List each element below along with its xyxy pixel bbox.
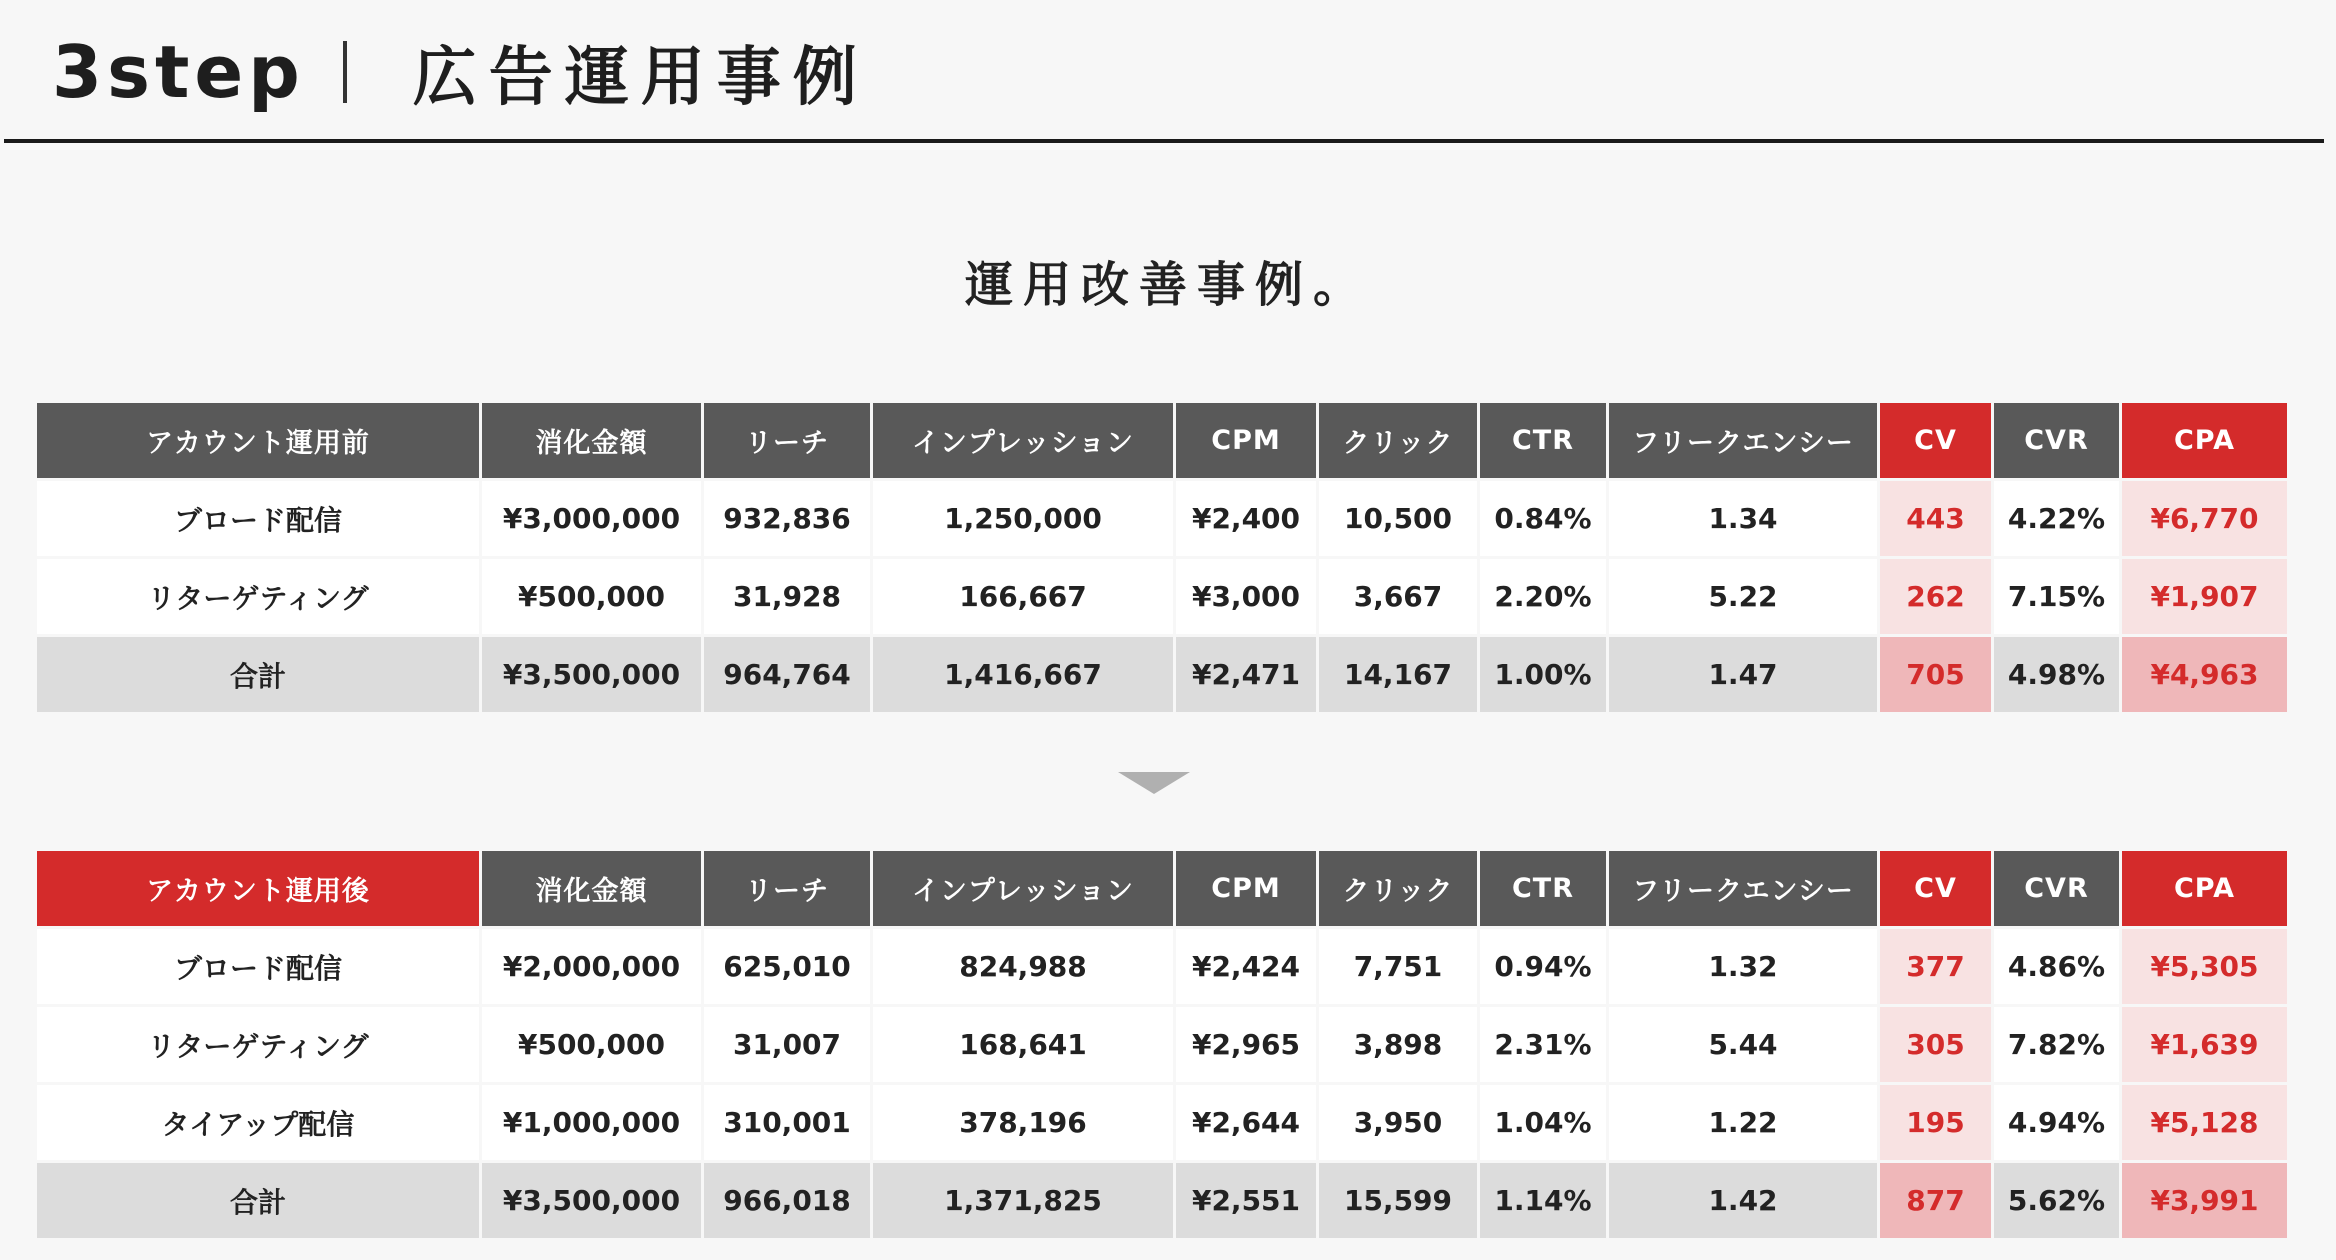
column-header-frequency: フリークエンシー xyxy=(1609,851,1877,926)
cell-impressions: 378,196 xyxy=(873,1085,1173,1160)
down-triangle-icon xyxy=(1118,772,1190,794)
column-header-cpm: CPM xyxy=(1176,403,1316,478)
table-row xyxy=(37,1085,2287,1160)
cell-reach: 964,764 xyxy=(704,637,870,712)
cell-cvr: 4.22% xyxy=(1994,481,2119,556)
cell-cv: 305 xyxy=(1880,1007,1991,1082)
cell-frequency: 1.32 xyxy=(1609,929,1877,1004)
cell-cpm: ¥2,965 xyxy=(1176,1007,1316,1082)
table-row xyxy=(37,1007,2287,1082)
cell-ctr: 1.00% xyxy=(1480,637,1606,712)
column-header-cv: CV xyxy=(1880,851,1991,926)
cell-ctr: 2.31% xyxy=(1480,1007,1606,1082)
cell-cvr: 5.62% xyxy=(1994,1163,2119,1238)
column-header-impressions: インプレッション xyxy=(873,851,1173,926)
column-header-cvr: CVR xyxy=(1994,403,2119,478)
row-label: リターゲティング xyxy=(37,1007,479,1082)
table-after xyxy=(34,848,2290,1241)
cell-clicks: 14,167 xyxy=(1319,637,1477,712)
total-row xyxy=(37,1163,2287,1238)
cell-cvr: 7.82% xyxy=(1994,1007,2119,1082)
table-row xyxy=(37,481,2287,556)
cell-ctr: 1.04% xyxy=(1480,1085,1606,1160)
cell-spend: ¥3,500,000 xyxy=(482,1163,701,1238)
cell-impressions: 1,371,825 xyxy=(873,1163,1173,1238)
table-header-row xyxy=(37,851,2287,926)
cell-cpa: ¥3,991 xyxy=(2122,1163,2287,1238)
cell-frequency: 1.47 xyxy=(1609,637,1877,712)
page-title xyxy=(52,22,869,122)
step-label: 3step xyxy=(52,30,305,114)
column-header-spend: 消化金額 xyxy=(482,851,701,926)
column-header-cvr: CVR xyxy=(1994,851,2119,926)
column-header-ctr: CTR xyxy=(1480,851,1606,926)
column-header-impressions: インプレッション xyxy=(873,403,1173,478)
section-title: 運用改善事例。 xyxy=(964,257,1371,313)
cell-reach: 625,010 xyxy=(704,929,870,1004)
cell-reach: 932,836 xyxy=(704,481,870,556)
cell-cv: 377 xyxy=(1880,929,1991,1004)
column-header-clicks: クリック xyxy=(1319,851,1477,926)
cell-spend: ¥1,000,000 xyxy=(482,1085,701,1160)
cell-cv: 195 xyxy=(1880,1085,1991,1160)
cell-impressions: 166,667 xyxy=(873,559,1173,634)
cell-reach: 31,928 xyxy=(704,559,870,634)
cell-cpa: ¥5,305 xyxy=(2122,929,2287,1004)
column-header-cpa: CPA xyxy=(2122,403,2287,478)
cell-clicks: 3,950 xyxy=(1319,1085,1477,1160)
header-rule xyxy=(4,139,2324,143)
cell-spend: ¥3,000,000 xyxy=(482,481,701,556)
row-label: ブロード配信 xyxy=(37,481,479,556)
cell-reach: 31,007 xyxy=(704,1007,870,1082)
cell-cpm: ¥2,551 xyxy=(1176,1163,1316,1238)
cell-spend: ¥500,000 xyxy=(482,1007,701,1082)
cell-cvr: 4.94% xyxy=(1994,1085,2119,1160)
column-header-cv: CV xyxy=(1880,403,1991,478)
cell-clicks: 10,500 xyxy=(1319,481,1477,556)
cell-cpm: ¥3,000 xyxy=(1176,559,1316,634)
column-header-reach: リーチ xyxy=(704,851,870,926)
column-header-frequency: フリークエンシー xyxy=(1609,403,1877,478)
cell-clicks: 7,751 xyxy=(1319,929,1477,1004)
column-header-reach: リーチ xyxy=(704,403,870,478)
total-row xyxy=(37,637,2287,712)
cell-cvr: 7.15% xyxy=(1994,559,2119,634)
cell-cpm: ¥2,471 xyxy=(1176,637,1316,712)
cell-cpm: ¥2,424 xyxy=(1176,929,1316,1004)
cell-cv: 705 xyxy=(1880,637,1991,712)
header-divider xyxy=(343,41,347,103)
cell-frequency: 1.22 xyxy=(1609,1085,1877,1160)
cell-cpa: ¥4,963 xyxy=(2122,637,2287,712)
cell-cvr: 4.86% xyxy=(1994,929,2119,1004)
cell-cpa: ¥6,770 xyxy=(2122,481,2287,556)
cell-spend: ¥2,000,000 xyxy=(482,929,701,1004)
cell-frequency: 1.42 xyxy=(1609,1163,1877,1238)
cell-reach: 966,018 xyxy=(704,1163,870,1238)
column-header-ctr: CTR xyxy=(1480,403,1606,478)
cell-frequency: 5.22 xyxy=(1609,559,1877,634)
cell-reach: 310,001 xyxy=(704,1085,870,1160)
cell-ctr: 2.20% xyxy=(1480,559,1606,634)
table-before xyxy=(34,400,2290,715)
cell-cpa: ¥5,128 xyxy=(2122,1085,2287,1160)
cell-spend: ¥3,500,000 xyxy=(482,637,701,712)
row-label: リターゲティング xyxy=(37,559,479,634)
cell-clicks: 3,898 xyxy=(1319,1007,1477,1082)
column-header-clicks: クリック xyxy=(1319,403,1477,478)
row-label: 合計 xyxy=(37,1163,479,1238)
cell-ctr: 1.14% xyxy=(1480,1163,1606,1238)
cell-cpm: ¥2,644 xyxy=(1176,1085,1316,1160)
row-label: 合計 xyxy=(37,637,479,712)
cell-cv: 262 xyxy=(1880,559,1991,634)
column-header-cpm: CPM xyxy=(1176,851,1316,926)
row-label: タイアップ配信 xyxy=(37,1085,479,1160)
cell-clicks: 3,667 xyxy=(1319,559,1477,634)
table-header-row xyxy=(37,403,2287,478)
cell-frequency: 1.34 xyxy=(1609,481,1877,556)
cell-cpa: ¥1,907 xyxy=(2122,559,2287,634)
header-title-text: 広告運用事例 xyxy=(412,41,869,115)
table-label: アカウント運用後 xyxy=(37,851,479,926)
table-label: アカウント運用前 xyxy=(37,403,479,478)
table-row xyxy=(37,929,2287,1004)
cell-cv: 443 xyxy=(1880,481,1991,556)
column-header-spend: 消化金額 xyxy=(482,403,701,478)
cell-impressions: 168,641 xyxy=(873,1007,1173,1082)
cell-ctr: 0.94% xyxy=(1480,929,1606,1004)
column-header-cpa: CPA xyxy=(2122,851,2287,926)
table-row xyxy=(37,559,2287,634)
cell-spend: ¥500,000 xyxy=(482,559,701,634)
cell-impressions: 1,250,000 xyxy=(873,481,1173,556)
cell-cpm: ¥2,400 xyxy=(1176,481,1316,556)
row-label: ブロード配信 xyxy=(37,929,479,1004)
cell-clicks: 15,599 xyxy=(1319,1163,1477,1238)
page-header xyxy=(0,0,2336,146)
cell-cvr: 4.98% xyxy=(1994,637,2119,712)
cell-impressions: 1,416,667 xyxy=(873,637,1173,712)
cell-impressions: 824,988 xyxy=(873,929,1173,1004)
cell-frequency: 5.44 xyxy=(1609,1007,1877,1082)
cell-cv: 877 xyxy=(1880,1163,1991,1238)
cell-cpa: ¥1,639 xyxy=(2122,1007,2287,1082)
cell-ctr: 0.84% xyxy=(1480,481,1606,556)
